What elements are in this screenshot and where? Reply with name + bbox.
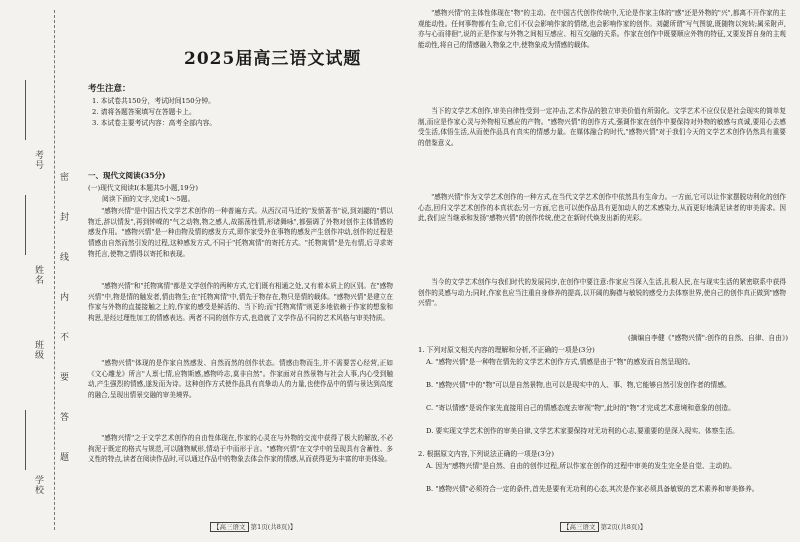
notice-item: 1. 本试卷共150分，考试时间150分钟。 — [92, 97, 215, 105]
passage-paragraph: "感物兴情"是中国古代文学艺术创作的一种普遍方式。从西汉司马迁的"发愤著书"说,到刘勰的"情以物迁,辞以情发",再到钟嵘的"气之动物,物之感人,故摇荡性情,形诸舞咏",都强调了外物对创作主体情感的感发作用。"感物兴情"是一种由物及情的感发方式,即作家受外在事物的感发产生创作冲动,创作的过程是情感由自然而然引发的过程,这种感发方式,不同于"托物寓情"的寄托方式。"托物寓情"是先有情,后寻求寄物托言,使物之情得以寄托和表现。 — [88, 207, 393, 258]
exam-number-field — [25, 80, 36, 140]
question-1-stem: 1. 下列对原文相关内容的理解和分析,不正确的一项是(3分) — [418, 346, 595, 354]
label-school: 学校 — [33, 475, 43, 495]
question-1-option-d: D. 要实现文学艺术创作的审美自律,文学艺术家要保持对无功利的心志,要重要的是深入现实、体察生活。 — [426, 427, 739, 435]
seal-char: 题 — [60, 453, 70, 463]
seal-warning — [60, 170, 86, 470]
question-1-option-a: A. "感物兴情"是一种物在情先的文学艺术创作方式,情感是由于"物"的感发而自然呈现的。 — [426, 358, 695, 366]
footer-tag: 【高三语文 — [560, 522, 599, 532]
seal-char: 不 — [60, 333, 70, 343]
question-2-stem: 2. 根据原文内容,下列说法正确的一项是(3分) — [418, 450, 554, 458]
reading-instruction: 阅读下面的文字,完成1～5题。 — [102, 195, 195, 203]
seal-char: 内 — [60, 293, 70, 303]
seal-char: 答 — [60, 413, 70, 423]
seal-char: 线 — [60, 253, 70, 263]
passage-paragraph: "感物兴情"的主体性体现在"物"的主动、在中国古代创作传统中,无论是作家主体的"感"还是外物的"兴",都离不开作家的主观能动性。任何事物都有生命,它们不仅会影响作家的情绪,也会影响作家的创作。刘勰所谓"写气图貌,既随物以宛转;属采附声,亦与心而徘徊",说的正是作家与外物之间相互感应、相互交融的关系。作家在创作中既要顺应外物的特征,又要发挥自身的主观能动性,将自己的情感融入物象之中,使物象成为情感的载体。 — [418, 9, 786, 50]
seal-char: 封 — [60, 213, 70, 223]
footer-page: 第1页(共8页)】 — [250, 523, 297, 531]
question-2-option-b: B. "感物兴情"必须符合一定的条件,首先是要有无功利的心态,其次是作家必须具备敏锐的艺术素养和审美修养。 — [426, 485, 759, 493]
notice-item: 2. 请将各题答案填写在答题卡上。 — [92, 108, 196, 116]
question-1-option-b: B. "感物兴情"中的"物"可以是自然景物,也可以是现实中的人、事、物,它能够自然引发创作者的情感。 — [426, 381, 731, 389]
label-class: 班级 — [33, 340, 43, 360]
section-heading: 一、现代文阅读(35分) — [88, 171, 166, 180]
excerpt-source: (摘编自李健《"感物兴情":创作的自然、自律、自由》) — [628, 334, 788, 342]
seal-char: 密 — [60, 173, 70, 183]
passage-paragraph: "感物兴情"作为文学艺术创作的一种方式,在当代文学艺术创作中依然具有生命力。一方面,它可以让作家摆脱功利化的创作心态,回归文学艺术创作的本真状态;另一方面,它也可以使作品具有更加动人的艺术感染力,从而更好地满足读者的审美需求。因此,我们应当继承和发扬"感物兴情"的创作传统,使之在新时代焕发出新的光彩。 — [418, 193, 786, 223]
passage-paragraph: "感物兴情"之于文学艺术创作的自由性体现在,作家的心灵在与外物的交流中获得了极大的解放,不必拘泥于既定的格式与规范,可以随物赋形,情动于中而形于言。"感物兴情"在文学中的呈现具有含蓄性、多义性的特点,读者在阅读作品时,可以通过作品中的物象去体会作家的情感,从而获得更为丰富的审美体验。 — [88, 434, 393, 464]
question-1-option-c: C. "寄以情感"是说作家先直接用自己的情感态度去审视"物",此时的"物"才完成艺术意境和意象的创造。 — [426, 404, 735, 412]
question-2-option-a: A. 因为"感物兴情"是自然、自由的创作过程,所以作家在创作的过程中审美的发生完全是自觉、主动的。 — [426, 462, 736, 470]
page-2 — [418, 0, 790, 542]
seal-char: 要 — [60, 373, 70, 383]
notice-heading: 考生注意： — [88, 84, 131, 94]
label-exam-number: 考号 — [33, 150, 43, 170]
passage-paragraph: 当今的文学艺术创作与我们时代的发展同步,在创作中要注意:作家应当深入生活,扎根人民,在与现实生活的紧密联系中获得创作的灵感与动力;同时,作家也应当注重自身修养的提高,以开阔的胸襟与敏锐的感受力去体察世界,使自己的创作真正做到"感物兴情"。 — [418, 278, 786, 308]
page-footer — [210, 522, 296, 531]
passage-paragraph: "感物兴情"和"托物寓情"都是文学创作的两种方式,它们既有相通之处,又有着本质上的区别。在"感物兴情"中,物是情的触发者,情由物生;在"托物寓情"中,情先于物存在,物只是情的载体。"感物兴情"是建立在作家与外物的直接接触之上的,作家的感受是鲜活的、当下的;而"托物寓情"则更多地依赖于作家的想象和构思,是经过理性加工的情感表达。两者不同的创作方式,也造就了文学作品不同的艺术风格与审美特质。 — [88, 282, 393, 323]
passage-paragraph: 当下的文学艺术创作,审美自律性受到一定冲击,艺术作品的独立审美价值有所弱化。文学艺术不应仅仅是社会现实的简单复制,而应是作家心灵与外物相互感应的产物。"感物兴情"的创作方式,强调作家在创作中要保持对外物的敏感与真诚,要用心去感受生活,体悟生活,从而使作品具有真实的情感力量。在媒体融合的时代,"感物兴情"对于我们今天的文学艺术创作仍然具有重要的借鉴意义。 — [418, 107, 786, 148]
name-field — [25, 195, 36, 255]
subsection-heading: (一)现代文阅读Ⅰ(本题共5小题,19分) — [88, 184, 198, 192]
passage-paragraph: "感物兴情"体现的是作家自然感发、自然而然的创作状态。情感由物而生,并不需要苦心经营,正如《文心雕龙》所言"人禀七情,应物斯感,感物吟志,莫非自然"。作家面对自然景物与社会人事,内心受到触动,产生强烈的情感,遂发而为诗。这种创作方式使作品具有真挚动人的力量,也使作品中的情与景达到高度的融合,呈现出情景交融的审美境界。 — [88, 359, 393, 400]
page-title: 2025届高三语文试题 — [184, 49, 362, 69]
footer-page: 第2页(共8页)】 — [600, 523, 647, 531]
page-1 — [88, 0, 400, 542]
label-name: 姓名 — [33, 265, 43, 285]
seal-line — [54, 10, 55, 530]
footer-tag: 【高三语文 — [210, 522, 249, 532]
notice-item: 3. 本试卷主要考试内容：高考全部内容。 — [92, 119, 217, 127]
school-field — [25, 410, 36, 470]
page-footer — [560, 522, 646, 531]
